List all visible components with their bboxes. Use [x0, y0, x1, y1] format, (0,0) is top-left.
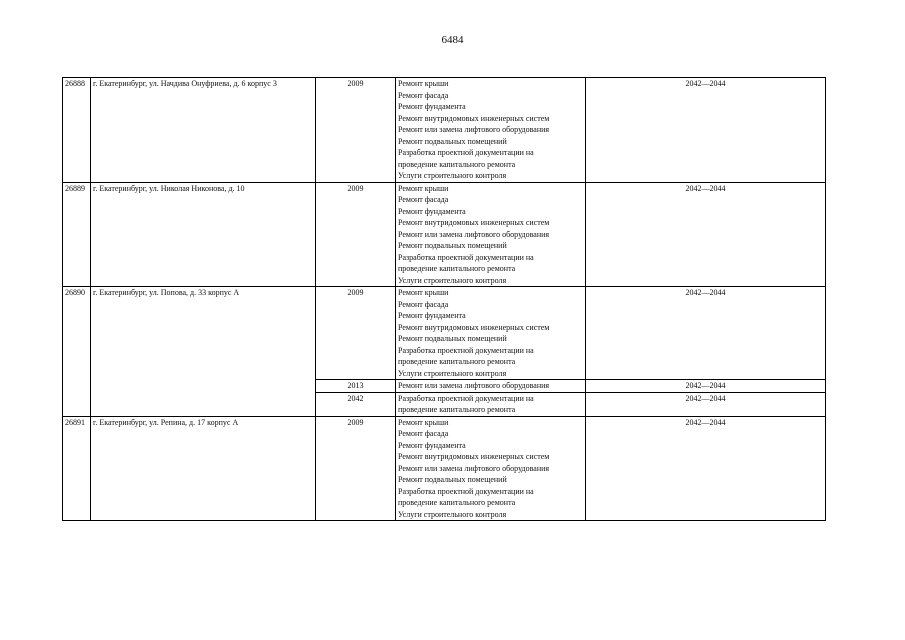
work-item: Ремонт или замена лифтового оборудования: [398, 125, 550, 134]
work-item: Ремонт фундамента: [398, 440, 466, 450]
work-item: Разработка проектной документации на: [398, 345, 534, 355]
building-number-cell: 26889: [63, 182, 91, 287]
address-cell: г. Екатеринбург, ул. Попова, д. 33 корпус А: [91, 287, 316, 380]
work-item: Ремонт крыши: [398, 183, 449, 193]
work-item: Ремонт крыши: [398, 417, 449, 427]
table-row: [63, 380, 826, 393]
year-cell: 2009: [316, 182, 396, 287]
work-item: Ремонт фундамента: [398, 311, 466, 320]
address-cell: г. Екатеринбург, ул. Николая Никонова, д. 10: [91, 182, 316, 287]
work-item: Услуги строительного контроля: [398, 368, 507, 378]
work-item: Ремонт фундамента: [398, 102, 466, 111]
address-cell: [91, 380, 316, 393]
work-item: Ремонт внутридомовых инженерных систем: [398, 218, 550, 227]
work-item: Услуги строительного контроля: [398, 171, 507, 180]
work-item: Ремонт или замена лифтового оборудования: [398, 229, 550, 239]
work-item: Разработка проектной документации на: [398, 148, 534, 157]
table-row: [63, 78, 826, 183]
work-item: проведение капитального ремонта: [398, 159, 516, 169]
table-row: [63, 182, 826, 287]
work-item: Ремонт крыши: [398, 288, 449, 297]
work-item: Ремонт фасада: [398, 429, 449, 438]
year-cell: 2013: [316, 380, 396, 393]
work-item: Услуги строительного контроля: [398, 275, 507, 285]
building-number-cell: 26890: [63, 287, 91, 380]
address-cell: г. Екатеринбург, ул. Начдива Онуфриева, д. 6 корпус 3: [91, 78, 316, 183]
work-item: проведение капитального ремонта: [398, 405, 516, 414]
work-item: Разработка проектной документации на: [398, 486, 534, 496]
works-cell: [396, 380, 586, 393]
address-cell: г. Екатеринбург, ул. Репина, д. 17 корпус А: [91, 416, 316, 521]
year-cell: 2009: [316, 78, 396, 183]
works-cell: [396, 392, 586, 416]
table-body: [63, 78, 826, 521]
work-item: Разработка проектной документации на: [398, 252, 534, 262]
works-cell: [396, 182, 586, 287]
period-cell: 2042—2044: [586, 78, 826, 183]
works-cell: [396, 78, 586, 183]
table-row: [63, 287, 826, 380]
works-cell: [396, 287, 586, 380]
work-item: Ремонт или замена лифтового оборудования: [398, 463, 550, 473]
work-item: Ремонт подвальных помещений: [398, 475, 507, 484]
period-cell: 2042—2044: [586, 182, 826, 287]
building-number-cell: 26888: [63, 78, 91, 183]
address-cell: [91, 392, 316, 416]
period-cell: 2042—2044: [586, 287, 826, 380]
page-number: 6484: [441, 34, 464, 46]
works-cell: [396, 416, 586, 521]
building-number-cell: [63, 380, 91, 393]
work-item: проведение капитального ремонта: [398, 264, 516, 273]
building-number-cell: [63, 392, 91, 416]
year-cell: 2009: [316, 287, 396, 380]
period-cell: 2042—2044: [586, 392, 826, 416]
work-item: Ремонт подвальных помещений: [398, 334, 507, 343]
work-item: Ремонт внутридомовых инженерных систем: [398, 113, 550, 123]
work-item: проведение капитального ремонта: [398, 357, 516, 366]
work-item: Ремонт фасада: [398, 299, 449, 309]
table-row: [63, 416, 826, 521]
work-item: Ремонт фундамента: [398, 206, 466, 216]
work-item: Услуги строительного контроля: [398, 509, 507, 519]
year-cell: 2009: [316, 416, 396, 521]
capital-repair-table: [62, 77, 826, 521]
work-item: Ремонт крыши: [398, 79, 449, 88]
year-cell: 2042: [316, 392, 396, 416]
work-item: Ремонт подвальных помещений: [398, 241, 507, 250]
period-cell: 2042—2044: [586, 380, 826, 393]
period-cell: 2042—2044: [586, 416, 826, 521]
work-item: Ремонт подвальных помещений: [398, 136, 507, 146]
building-number-cell: 26891: [63, 416, 91, 521]
work-item: Ремонт фасада: [398, 90, 449, 100]
table-row: [63, 392, 826, 416]
work-item: Ремонт или замена лифтового оборудования: [398, 381, 550, 390]
work-item: Ремонт фасада: [398, 195, 449, 204]
work-item: Разработка проектной документации на: [398, 393, 534, 403]
work-item: Ремонт внутридомовых инженерных систем: [398, 322, 550, 332]
work-item: Ремонт внутридомовых инженерных систем: [398, 452, 550, 461]
work-item: проведение капитального ремонта: [398, 498, 516, 507]
